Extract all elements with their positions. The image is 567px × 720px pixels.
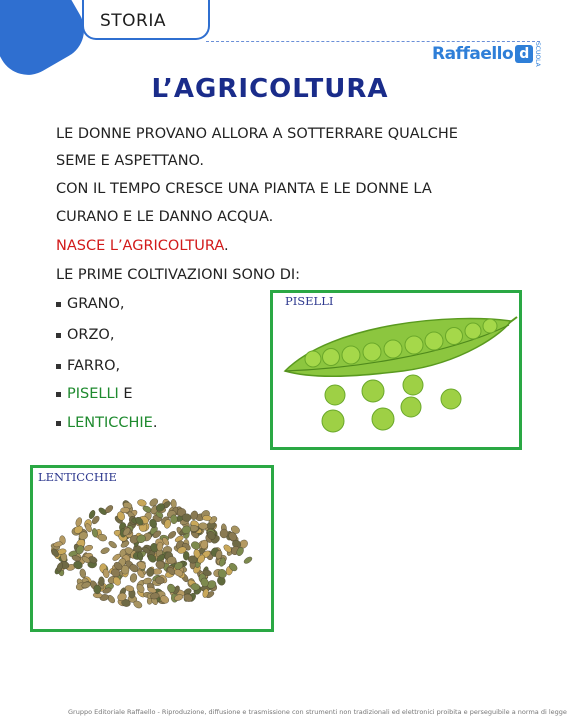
page-title: L’AGRICOLTURA (151, 74, 389, 104)
peas-label: PISELLI (285, 294, 334, 308)
publisher-logo (432, 43, 541, 65)
list-item: GRANO, (56, 296, 125, 312)
list-item-colored: LENTICCHIE (67, 415, 153, 431)
header-divider (206, 41, 540, 42)
bullet-marker (56, 333, 61, 338)
corner-decoration (0, 0, 95, 86)
lentils-image-box (30, 465, 274, 632)
list-item: FARRO, (56, 358, 120, 374)
paragraph-line: SEME E ASPETTANO. (56, 153, 204, 169)
lentils-label: LENTICCHIE (38, 470, 117, 484)
logo-brand: Raffaello (432, 44, 514, 64)
highlight-text: NASCE L’AGRICOLTURA (56, 238, 225, 254)
list-item-colored: PISELLI (67, 386, 119, 402)
paragraph-line: CON IL TEMPO CRESCE UNA PIANTA E LE DONNE LA (56, 181, 432, 197)
peas-illustration (273, 293, 519, 447)
list-item: LENTICCHIE. (56, 415, 157, 431)
list-item: ORZO, (56, 327, 114, 343)
bullet-marker (56, 392, 61, 397)
list-item: PISELLI E (56, 386, 133, 402)
logo-badge: d (515, 45, 533, 63)
paragraph-line: CURANO E LE DANNO ACQUA. (56, 209, 274, 225)
bullet-marker (56, 302, 61, 307)
subject-label: STORIA (100, 11, 167, 31)
copyright-footer: Gruppo Editoriale Raffaello - Riproduzione, diffusione e trasmissione con strumenti non tradizionali ed elettronici proibita e perseguibile a norma di legge (68, 708, 567, 716)
lentils-illustration (33, 468, 271, 629)
paragraph-line: LE DONNE PROVANO ALLORA A SOTTERRARE QUALCHE (56, 126, 458, 142)
bullet-marker (56, 421, 61, 426)
highlight-line (56, 238, 229, 254)
logo-subtext: SCUOLA (534, 41, 542, 67)
bullet-marker (56, 364, 61, 369)
peas-image-box (270, 290, 522, 450)
highlight-end: . (224, 238, 229, 254)
list-intro: LE PRIME COLTIVAZIONI SONO DI: (56, 267, 301, 283)
